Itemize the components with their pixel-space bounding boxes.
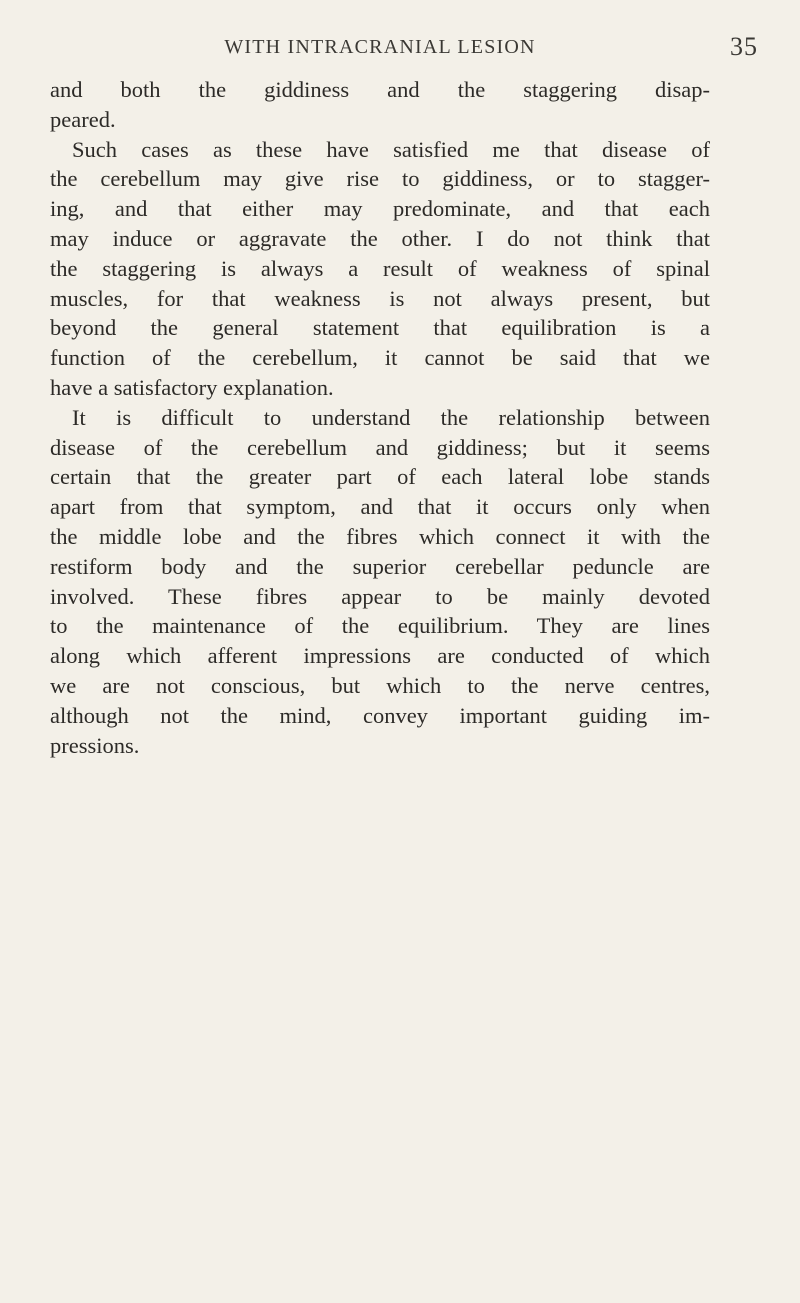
text-line: although not the mind, convey important guiding im- (50, 702, 710, 728)
text-line: along which afferent impressions are conducted of which (50, 643, 710, 669)
running-title: WITH INTRACRANIAL LESION (224, 36, 536, 58)
text-line: have a satisfactory explanation. (50, 374, 334, 400)
text-line: the middle lobe and the fibres which connect it with the (50, 523, 710, 549)
text-line: may induce or aggravate the other. I do not think that (50, 225, 710, 251)
page-number: 35 (730, 32, 758, 61)
text-line: the cerebellum may give rise to giddiness, or to stagger- (50, 166, 710, 192)
paragraph (50, 135, 710, 403)
text-line: the staggering is always a result of weakness of spinal (50, 255, 710, 281)
text-line: certain that the greater part of each lateral lobe stands (50, 464, 710, 490)
text-line: involved. These fibres appear to be mainly devoted (50, 583, 710, 609)
paragraph (50, 75, 710, 135)
text-line: muscles, for that weakness is not always present, but (50, 285, 710, 311)
text-line: to the maintenance of the equilibrium. They are lines (50, 613, 710, 639)
text-line: ing, and that either may predominate, and that each (50, 196, 710, 222)
text-line: apart from that symptom, and that it occurs only when (50, 494, 710, 520)
running-head (50, 32, 758, 66)
text-line: It is difficult to understand the relationship between (72, 404, 710, 430)
text-line: restiform body and the superior cerebellar peduncle are (50, 553, 710, 579)
text-line: peared. (50, 106, 116, 132)
text-line: function of the cerebellum, it cannot be said that we (50, 345, 710, 371)
text-line: and both the giddiness and the staggering disap- (50, 77, 710, 102)
text-line: pressions. (50, 732, 140, 758)
text-line: disease of the cerebellum and giddiness; but it seems (50, 434, 710, 460)
body-text (50, 75, 710, 760)
paragraph (50, 403, 710, 761)
text-line: we are not conscious, but which to the nerve centres, (50, 672, 710, 698)
text-line: Such cases as these have satisfied me that disease of (72, 136, 710, 162)
text-line: beyond the general statement that equilibration is a (50, 315, 710, 341)
